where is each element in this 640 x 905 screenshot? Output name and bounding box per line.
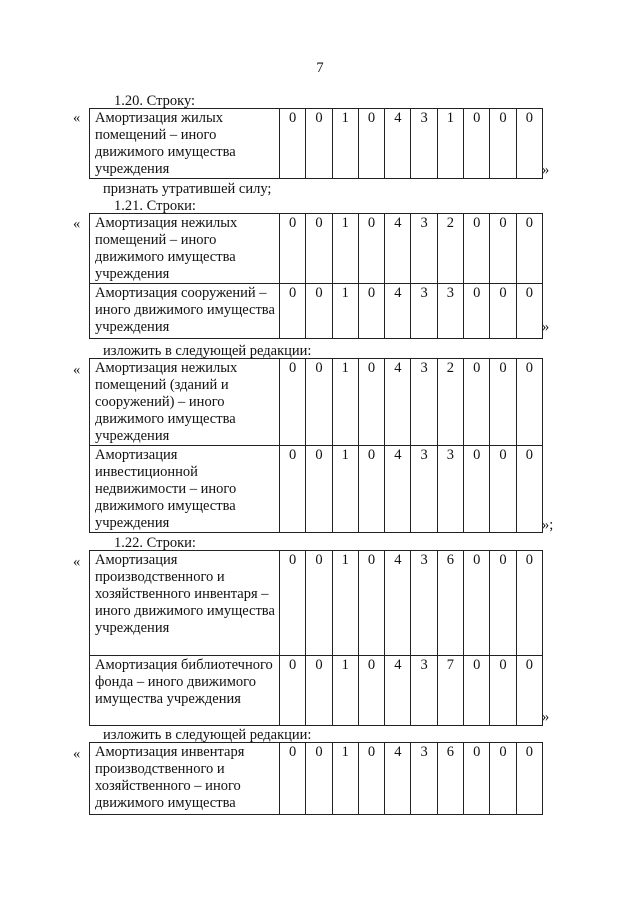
code-digit: 3 [411, 359, 437, 446]
close-quote: » [542, 709, 550, 725]
code-digit: 0 [490, 359, 516, 446]
code-digit: 3 [437, 446, 463, 533]
code-digit: 0 [280, 656, 306, 726]
row-label: Амортизация библиотечного фонда – иного движимого имущества учреждения [90, 656, 280, 726]
code-table [89, 213, 543, 339]
code-table [89, 358, 543, 533]
code-digit: 0 [516, 284, 542, 339]
code-digit: 4 [385, 446, 411, 533]
code-digit: 3 [411, 743, 437, 815]
code-digit: 1 [332, 743, 358, 815]
page-number: 7 [316, 60, 324, 76]
code-digit: 3 [411, 214, 437, 284]
code-digit: 0 [306, 656, 332, 726]
row-label: Амортизация нежилых помещений (зданий и сооружений) – иного движимого имущества учреждения [90, 359, 280, 446]
code-digit: 0 [464, 446, 490, 533]
code-digit: 0 [464, 359, 490, 446]
code-digit: 0 [280, 214, 306, 284]
code-digit: 4 [385, 284, 411, 339]
code-digit: 0 [306, 109, 332, 179]
section-heading: 1.20. Строку: [114, 93, 196, 109]
section-heading: 1.21. Строки: [114, 198, 196, 214]
code-digit: 0 [490, 214, 516, 284]
section-instruction: признать утратившей силу; [103, 181, 272, 197]
section-instruction: изложить в следующей редакции: [103, 343, 312, 359]
code-digit: 0 [490, 656, 516, 726]
code-digit: 0 [280, 284, 306, 339]
section-heading: 1.22. Строки: [114, 535, 196, 551]
code-digit: 3 [411, 446, 437, 533]
code-digit: 0 [306, 446, 332, 533]
code-digit: 4 [385, 551, 411, 656]
section-instruction: изложить в следующей редакции: [103, 727, 312, 743]
code-digit: 0 [280, 743, 306, 815]
close-quote: » [542, 162, 550, 178]
code-digit: 0 [464, 214, 490, 284]
code-table [89, 550, 543, 726]
code-digit: 4 [385, 214, 411, 284]
code-digit: 4 [385, 359, 411, 446]
row-label: Амортизация производственного и хозяйственного инвентаря – иного движимого имущества учреждения [90, 551, 280, 656]
code-digit: 0 [306, 551, 332, 656]
code-digit: 1 [332, 109, 358, 179]
code-digit: 6 [437, 551, 463, 656]
code-digit: 1 [332, 359, 358, 446]
code-digit: 1 [332, 214, 358, 284]
code-digit: 4 [385, 656, 411, 726]
table-row [90, 284, 543, 339]
code-digit: 0 [358, 109, 384, 179]
code-digit: 0 [490, 109, 516, 179]
code-digit: 0 [280, 446, 306, 533]
code-digit: 1 [332, 656, 358, 726]
code-digit: 0 [516, 656, 542, 726]
code-digit: 0 [306, 284, 332, 339]
table-row [90, 109, 543, 179]
code-digit: 0 [516, 359, 542, 446]
code-digit: 0 [280, 359, 306, 446]
open-quote: « [73, 362, 81, 378]
row-label: Амортизация нежилых помещений – иного движимого имущества учреждения [90, 214, 280, 284]
table-row [90, 446, 543, 533]
row-label: Амортизация инвестиционной недвижимости – иного движимого имущества учреждения [90, 446, 280, 533]
code-digit: 0 [358, 214, 384, 284]
row-label: Амортизация сооружений – иного движимого имущества учреждения [90, 284, 280, 339]
code-table [89, 742, 543, 815]
open-quote: « [73, 216, 81, 232]
code-digit: 1 [437, 109, 463, 179]
table-row [90, 656, 543, 726]
row-label: Амортизация инвентаря производственного и хозяйственного – иного движимого имущества [90, 743, 280, 815]
code-digit: 0 [358, 446, 384, 533]
code-digit: 0 [516, 743, 542, 815]
code-digit: 1 [332, 551, 358, 656]
code-digit: 0 [516, 214, 542, 284]
code-digit: 0 [490, 743, 516, 815]
close-quote: » [542, 319, 550, 335]
code-digit: 3 [411, 109, 437, 179]
code-digit: 0 [516, 551, 542, 656]
code-digit: 0 [516, 446, 542, 533]
open-quote: « [73, 110, 81, 126]
code-digit: 0 [464, 109, 490, 179]
table-row [90, 743, 543, 815]
code-digit: 0 [358, 656, 384, 726]
code-digit: 0 [358, 551, 384, 656]
code-digit: 0 [464, 551, 490, 656]
code-digit: 3 [437, 284, 463, 339]
code-digit: 4 [385, 109, 411, 179]
code-digit: 0 [358, 359, 384, 446]
code-digit: 0 [280, 109, 306, 179]
code-table [89, 108, 543, 179]
code-digit: 0 [490, 551, 516, 656]
code-digit: 0 [464, 656, 490, 726]
code-digit: 1 [332, 446, 358, 533]
code-digit: 0 [306, 359, 332, 446]
table-row [90, 359, 543, 446]
code-digit: 0 [306, 743, 332, 815]
code-digit: 0 [516, 109, 542, 179]
code-digit: 0 [464, 284, 490, 339]
close-quote: »; [542, 517, 554, 533]
row-label: Амортизация жилых помещений – иного движимого имущества учреждения [90, 109, 280, 179]
code-digit: 2 [437, 214, 463, 284]
code-digit: 0 [490, 446, 516, 533]
code-digit: 0 [490, 284, 516, 339]
code-digit: 3 [411, 656, 437, 726]
open-quote: « [73, 554, 81, 570]
code-digit: 0 [464, 743, 490, 815]
code-digit: 4 [385, 743, 411, 815]
code-digit: 1 [332, 284, 358, 339]
code-digit: 0 [306, 214, 332, 284]
table-row [90, 551, 543, 656]
code-digit: 2 [437, 359, 463, 446]
table-row [90, 214, 543, 284]
code-digit: 0 [280, 551, 306, 656]
code-digit: 0 [358, 284, 384, 339]
code-digit: 3 [411, 284, 437, 339]
code-digit: 0 [358, 743, 384, 815]
code-digit: 6 [437, 743, 463, 815]
code-digit: 7 [437, 656, 463, 726]
open-quote: « [73, 746, 81, 762]
code-digit: 3 [411, 551, 437, 656]
